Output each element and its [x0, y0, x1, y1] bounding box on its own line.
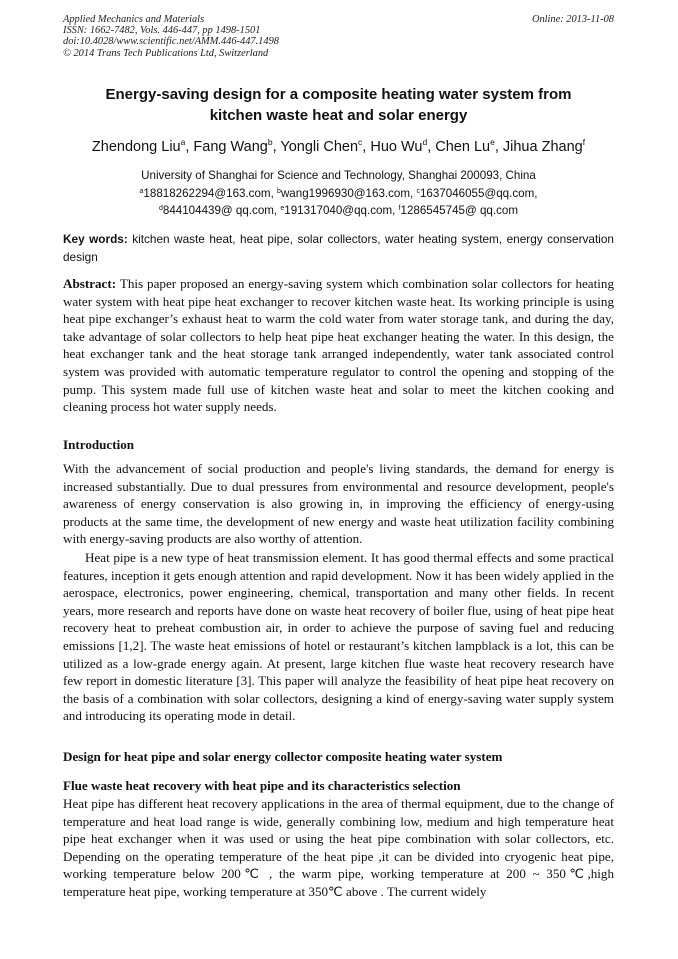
author: Huo Wu$^d$ — [370, 137, 428, 155]
institution: University of Shanghai for Science and Technology, Shanghai 200093, China — [141, 169, 536, 182]
author: Jihua Zhang$^f$ — [502, 137, 586, 155]
online-date: Online: 2013-11-08 — [531, 14, 614, 25]
author: Fang Wang$^b$ — [193, 137, 273, 155]
email-line-1 — [63, 185, 614, 203]
email[interactable]: $^a$18818262294@163.com, — [139, 186, 278, 200]
subsection-heading-flue: Flue waste heat recovery with heat pipe and its characteristics selection — [63, 778, 461, 793]
author: Yongli Chen$^c$ — [280, 137, 363, 155]
email[interactable]: $^f$1286545745@ qq.com — [398, 204, 518, 217]
email[interactable]: $^d$844104439@ qq.com, — [158, 204, 281, 217]
email[interactable]: $^b$wang1996930@163.com, — [277, 186, 417, 200]
title-line-1: Energy-saving design for a composite heating water system from — [105, 86, 572, 103]
email-line-2 — [63, 202, 614, 220]
author: Chen Lu$^e$ — [435, 137, 495, 155]
abstract-text: This paper proposed an energy-saving system which combination solar collectors for heating water system with heat pipe heat exchanger to recover kitchen waste heat. Its working principle is using heat pipe exchanger’s exhaust heat to warm the cold water from water storage tank, and during the day, take advantage of solar collectors to help heat pipe heat exchanger heating the water. In this design, the heat exchanger tank and the heat storage tank arranged independently, water tank associated control system was provided with automatic temperature regulator to control the opening and stopping of the pump. This system made full use of kitchen waste heat and solar to meet the kitchen cooking and cleaning process hot water supply needs. — [63, 276, 614, 415]
author-list: Zhendong Liu$^a$, Fang Wang$^b$, Yongli Chen$^c$, Huo Wu$^d$, Chen Lu$^e$, Jihua Zhang$^f$ — [91, 137, 586, 155]
journal-header — [63, 14, 614, 59]
copyright-line: © 2014 Trans Tech Publications Ltd, Switzerland — [63, 47, 269, 59]
keywords-label: Key words: — [63, 232, 128, 246]
email[interactable]: $^e$191317040@qq.com, — [280, 204, 399, 217]
design-paragraph-1: Heat pipe has different heat recovery applications in the area of thermal equipment, due to the change of temperature and heat load range is wide, generally combining low, medium and high temperature heat pipe heat exchanger when it was used or using the heat pipe combination with solar collectors, etc. Depending on the operating temperature of the heat pipe ,it can be divided into cryogenic heat pipe, working temperature below 200℃ , the warm pipe, working temperature at 200 ~ 350℃,high temperature heat pipe, working temperature at 350℃ above . The current widely — [63, 796, 614, 899]
section-heading-introduction: Introduction — [63, 437, 135, 452]
author: Zhendong Liu$^a$ — [91, 137, 186, 155]
keywords-text: kitchen waste heat, heat pipe, solar collectors, water heating system, energy conservation design — [63, 232, 614, 264]
intro-paragraph-1: With the advancement of social production and people's living standards, the demand for energy is increased substantially. Due to dual pressures from environmental and resource development, people's awareness of energy conservation is also growing in, in improving the efficiency of energy-using products at the same time, the development of new energy and waste heat utilization facility combining with energy-saving products are also worthy of attention. — [63, 461, 614, 547]
keywords — [63, 230, 614, 266]
abstract-label: Abstract: — [63, 276, 117, 291]
issn-line: ISSN: 1662-7482, Vols. 446-447, pp 1498-1501 — [63, 25, 261, 37]
email[interactable]: $^c$1637046055@qq.com, — [416, 186, 538, 200]
affiliation-block — [63, 167, 614, 220]
paper-title — [63, 84, 614, 126]
journal-name: Applied Mechanics and Materials — [63, 14, 205, 25]
section-heading-design: Design for heat pipe and solar energy collector composite heating water system — [63, 749, 503, 764]
title-line-2: kitchen waste heat and solar energy — [209, 107, 468, 124]
intro-paragraph-2: Heat pipe is a new type of heat transmission element. It has good thermal effects and some practical features, inception it gets enough attention and rapid development. Now it has been widely applied in the aerospace, electronics, power engineering, chemical, transportation and many other fields. In recent years, more research and reports have done on waste heat recovery of boiler flue, using of heat pipe heat recovery heat to preheat combustion air, in order to achieve the purpose of saving fuel and reducing emissions [1,2]. The waste heat emissions of hotel or restaurant’s kitchen lampblack is a lot, this can be utilized as a low-grade energy again. At present, large kitchen flue waste heat recovery research have few report in domestic literature [3]. This paper will analyze the feasibility of heat pipe heat recovery on the basis of a combination with solar collectors, designing a kind of energy-saving water supply system and introducing its operating mode in detail. — [63, 550, 614, 724]
abstract — [63, 275, 614, 416]
doi-line: doi:10.4028/www.scientific.net/AMM.446-447.1498 — [63, 36, 279, 48]
